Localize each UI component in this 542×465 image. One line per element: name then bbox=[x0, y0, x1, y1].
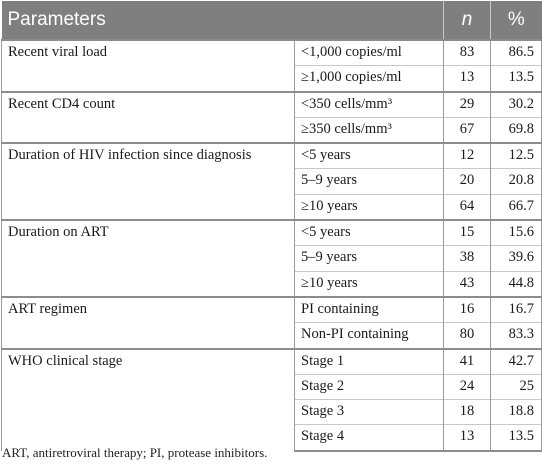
n-cell: 13 bbox=[444, 425, 491, 451]
category-cell: <5 years bbox=[295, 220, 444, 246]
n-cell: 43 bbox=[444, 271, 491, 297]
n-cell: 29 bbox=[444, 92, 491, 118]
n-cell: 38 bbox=[444, 246, 491, 271]
percent-cell: 44.8 bbox=[491, 271, 542, 297]
header-parameters: Parameters bbox=[2, 1, 444, 40]
percent-cell: 30.2 bbox=[491, 92, 542, 118]
n-cell: 12 bbox=[444, 143, 491, 169]
category-cell: Stage 1 bbox=[295, 349, 444, 375]
category-cell: Stage 4 bbox=[295, 425, 444, 451]
percent-cell: 25 bbox=[491, 374, 542, 399]
percent-cell: 86.5 bbox=[491, 40, 542, 66]
table-row bbox=[2, 349, 542, 375]
percent-cell: 16.7 bbox=[491, 297, 542, 323]
table-row bbox=[2, 297, 542, 323]
n-cell: 41 bbox=[444, 349, 491, 375]
n-cell: 20 bbox=[444, 169, 491, 194]
percent-cell: 39.6 bbox=[491, 246, 542, 271]
category-cell: ≥1,000 copies/ml bbox=[295, 66, 444, 92]
category-cell: PI containing bbox=[295, 297, 444, 323]
parameter-label: Recent CD4 count bbox=[2, 92, 295, 144]
table-row bbox=[2, 40, 542, 66]
parameter-label: ART regimen bbox=[2, 297, 295, 349]
table-row bbox=[2, 92, 542, 118]
header-percent: % bbox=[491, 1, 542, 40]
n-cell: 13 bbox=[444, 66, 491, 92]
table-footnote: ART, antiretroviral therapy; PI, protease inhibitors. bbox=[2, 445, 268, 460]
percent-cell: 42.7 bbox=[491, 349, 542, 375]
n-cell: 64 bbox=[444, 194, 491, 220]
n-cell: 24 bbox=[444, 374, 491, 399]
percent-cell: 83.3 bbox=[491, 323, 542, 349]
n-cell: 80 bbox=[444, 323, 491, 349]
percent-cell: 13.5 bbox=[491, 66, 542, 92]
category-cell: <350 cells/mm³ bbox=[295, 92, 444, 118]
n-cell: 83 bbox=[444, 40, 491, 66]
table-header-row bbox=[2, 1, 542, 40]
category-cell: ≥10 years bbox=[295, 194, 444, 220]
category-cell: Stage 3 bbox=[295, 400, 444, 425]
percent-cell: 15.6 bbox=[491, 220, 542, 246]
parameters-table bbox=[1, 1, 542, 452]
n-cell: 18 bbox=[444, 400, 491, 425]
percent-cell: 12.5 bbox=[491, 143, 542, 169]
category-cell: 5–9 years bbox=[295, 246, 444, 271]
percent-cell: 69.8 bbox=[491, 117, 542, 143]
parameter-label: WHO clinical stage bbox=[2, 349, 295, 451]
category-cell: ≥350 cells/mm³ bbox=[295, 117, 444, 143]
category-cell: 5–9 years bbox=[295, 169, 444, 194]
n-cell: 16 bbox=[444, 297, 491, 323]
n-cell: 15 bbox=[444, 220, 491, 246]
category-cell: Stage 2 bbox=[295, 374, 444, 399]
parameter-label: Duration on ART bbox=[2, 220, 295, 297]
category-cell: <5 years bbox=[295, 143, 444, 169]
percent-cell: 18.8 bbox=[491, 400, 542, 425]
percent-cell: 20.8 bbox=[491, 169, 542, 194]
table-body bbox=[2, 40, 542, 451]
parameter-label: Recent viral load bbox=[2, 40, 295, 92]
parameter-label: Duration of HIV infection since diagnosis bbox=[2, 143, 295, 220]
header-n: n bbox=[444, 1, 491, 40]
category-cell: ≥10 years bbox=[295, 271, 444, 297]
table-row bbox=[2, 220, 542, 246]
percent-cell: 13.5 bbox=[491, 425, 542, 451]
n-cell: 67 bbox=[444, 117, 491, 143]
table-row bbox=[2, 143, 542, 169]
category-cell: <1,000 copies/ml bbox=[295, 40, 444, 66]
category-cell: Non-PI containing bbox=[295, 323, 444, 349]
percent-cell: 66.7 bbox=[491, 194, 542, 220]
